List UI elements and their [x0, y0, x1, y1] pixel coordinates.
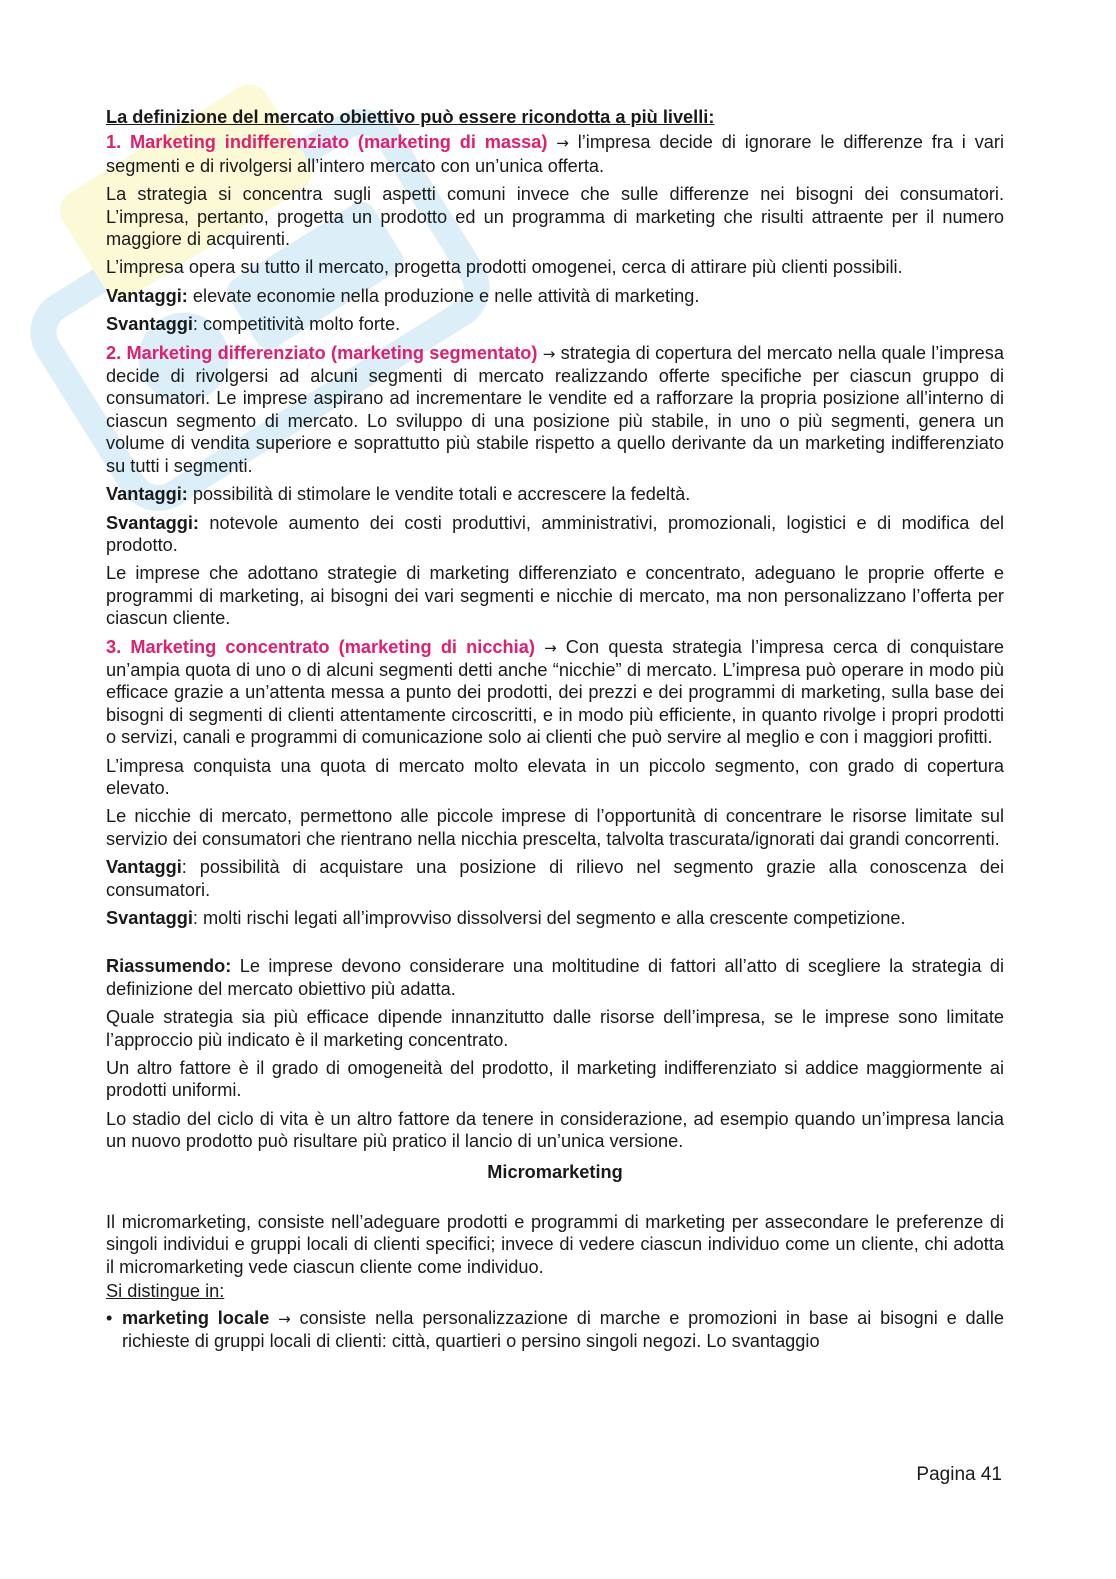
s2-lead: strategia di copertura del mercato nella quale l’impresa decide di rivolgersi ad alcuni segmenti di mercato realizzando offerte specifiche per ciascun gruppo di consumatori. Le imprese aspirano ad incrementare le vendite ed a rafforzare la propria posizione all’interno di ciascun segmento di mercato. Lo sviluppo di una posizione più stabile, in uno o più segmenti, genera un volume di vendita superiore e soprattutto più stabile rispetto a quello derivante da un marketing indifferenziato su tutti i segmenti. [106, 342, 1004, 476]
s1-intro [106, 131, 1004, 177]
arrow-icon: → [556, 134, 569, 153]
summary-label: Riassumendo: [106, 956, 232, 977]
s2-advantages [106, 483, 1004, 505]
s1-advantages [106, 285, 1004, 307]
micro-distinguish: Si distingue in: [106, 1281, 225, 1302]
section-heading: La definizione del mercato obiettivo può essere ricondotta a più livelli: [106, 107, 715, 127]
spacer [106, 935, 1004, 955]
summary-paragraph-2: Quale strategia sia più efficace dipende innanzitutto dalle risorse dell’impresa, se le imprese sono limitate l’approccio più indicato è il marketing concentrato. [106, 1007, 1004, 1050]
s3-dis-label: Svantaggi [106, 908, 193, 928]
s3-adv-text: : possibilità di acquistare una posizione di rilievo nel segmento grazie alla conoscenza dei consumatori. [106, 857, 1004, 900]
s2-adv-text: possibilità di stimolare le vendite totali e accrescere la fedeltà. [187, 484, 691, 505]
s2-title: 2. Marketing differenziato (marketing segmentato) [106, 342, 538, 363]
item-text: consiste nella personalizzazione di marche e promozioni in base ai bisogni e dalle richieste di gruppi locali di clienti: città, quartieri o persino singoli negozi. Lo svantaggio [122, 1307, 1004, 1352]
document-body [106, 106, 1004, 1359]
summary-intro [106, 955, 1004, 1000]
s1-dis-text: : competitività molto forte. [192, 314, 401, 335]
s3-dis-text: : molti rischi legati all’improvviso dissolversi del segmento e alla crescente competizione. [192, 908, 906, 928]
s3-paragraph-2: L’impresa conquista una quota di mercato molto elevata in un piccolo segmento, con grado di copertura elevato. [106, 755, 1004, 798]
micromarketing-title: Micromarketing [487, 1161, 623, 1182]
arrow-icon: → [278, 1309, 291, 1328]
list-item-marketing-locale [106, 1307, 1004, 1353]
s3-paragraph-3: Le nicchie di mercato, permettono alle piccole imprese di l’opportunità di concentrare le risorse limitate sul servizio dei consumatori che rientrano nella nicchia prescelta, talvolta trascurata/ignorati dai grandi concorrenti. [106, 806, 1004, 849]
s1-adv-text: elevate economie nella produzione e nelle attività di marketing. [187, 285, 700, 306]
micro-paragraph-1: Il micromarketing, consiste nell’adeguare prodotti e programmi di marketing per assecondare le preferenze di singoli individui e gruppi locali di clienti specifici; invece di vedere ciascun individuo come un cliente, chi adotta il micromarketing vede ciascun cliente come individuo. [106, 1212, 1004, 1277]
summary-text: Le imprese devono considerare una moltitudine di fattori all’atto di scegliere la strategia di definizione del mercato obiettivo più adatta. [106, 956, 1004, 999]
s2-adv-label: Vantaggi: [106, 484, 188, 505]
s2-disadvantages [106, 512, 1004, 557]
s1-adv-label: Vantaggi: [106, 285, 188, 306]
s2-dis-text: notevole aumento dei costi produttivi, amministrativi, promozionali, logistici e di modifica del prodotto. [106, 512, 1004, 555]
s3-title: 3. Marketing concentrato (marketing di nicchia) [106, 636, 535, 657]
s3-advantages [106, 856, 1004, 901]
s2-paragraph-extra: Le imprese che adottano strategie di marketing differenziato e concentrato, adeguano le proprie offerte e programmi di marketing, ai bisogni dei vari segmenti e nicchie di mercato, ma non personalizzano l’offerta per ciascun cliente. [106, 563, 1004, 629]
s3-adv-label: Vantaggi [106, 857, 182, 878]
s1-lead: l’impresa decide di ignorare le differenze fra i vari segmenti e di rivolgersi all’intero mercato con un’unica offerta. [106, 132, 1004, 176]
page-number: Pagina 41 [916, 1464, 1002, 1485]
s2-dis-label: Svantaggi: [106, 512, 199, 533]
s2-intro [106, 342, 1004, 477]
arrow-icon: → [544, 638, 557, 657]
bullet-icon: • [106, 1307, 113, 1328]
s3-lead: Con questa strategia l’impresa cerca di conquistare un’ampia quota di uno o di alcuni segmenti detti anche “nicchie” di mercato. L’impresa può operare in modo più efficace grazie a un’attenta messa a punto dei prodotti, dei prezzi e dei programmi di marketing, sulla base dei bisogni di segmenti di clienti attentamente circoscritti, e in modo più efficiente, in quanto rivolge i propri prodotti o servizi, canali e programmi di comunicazione solo ai clienti che può servire al meglio e con i maggiori profitti. [106, 636, 1004, 748]
summary-paragraph-4: Lo stadio del ciclo di vita è un altro fattore da tenere in considerazione, ad esempio quando un’impresa lancia un nuovo prodotto può risultare più pratico il lancio di un’unica versione. [106, 1108, 1004, 1152]
arrow-icon: → [542, 344, 556, 363]
s1-dis-label: Svantaggi [106, 314, 193, 335]
item-label: marketing locale [122, 1307, 270, 1328]
s1-title: 1. Marketing indifferenziato (marketing di massa) [106, 132, 548, 153]
s1-paragraph-2: La strategia si concentra sugli aspetti comuni invece che sulle differenze nei bisogni dei consumatori. L’impresa, pertanto, progetta un prodotto ed un programma di marketing che risulti attraente per il numero maggiore di acquirenti. [106, 184, 1004, 250]
s3-intro [106, 636, 1004, 749]
summary-paragraph-3: Un altro fattore è il grado di omogeneità del prodotto, il marketing indifferenziato si addice maggiormente ai prodotti uniformi. [106, 1058, 1004, 1101]
s3-disadvantages [106, 907, 1004, 929]
s1-paragraph-3: L’impresa opera su tutto il mercato, progetta prodotti omogenei, cerca di attirare più clienti possibili. [106, 257, 903, 278]
s1-disadvantages [106, 313, 1004, 335]
